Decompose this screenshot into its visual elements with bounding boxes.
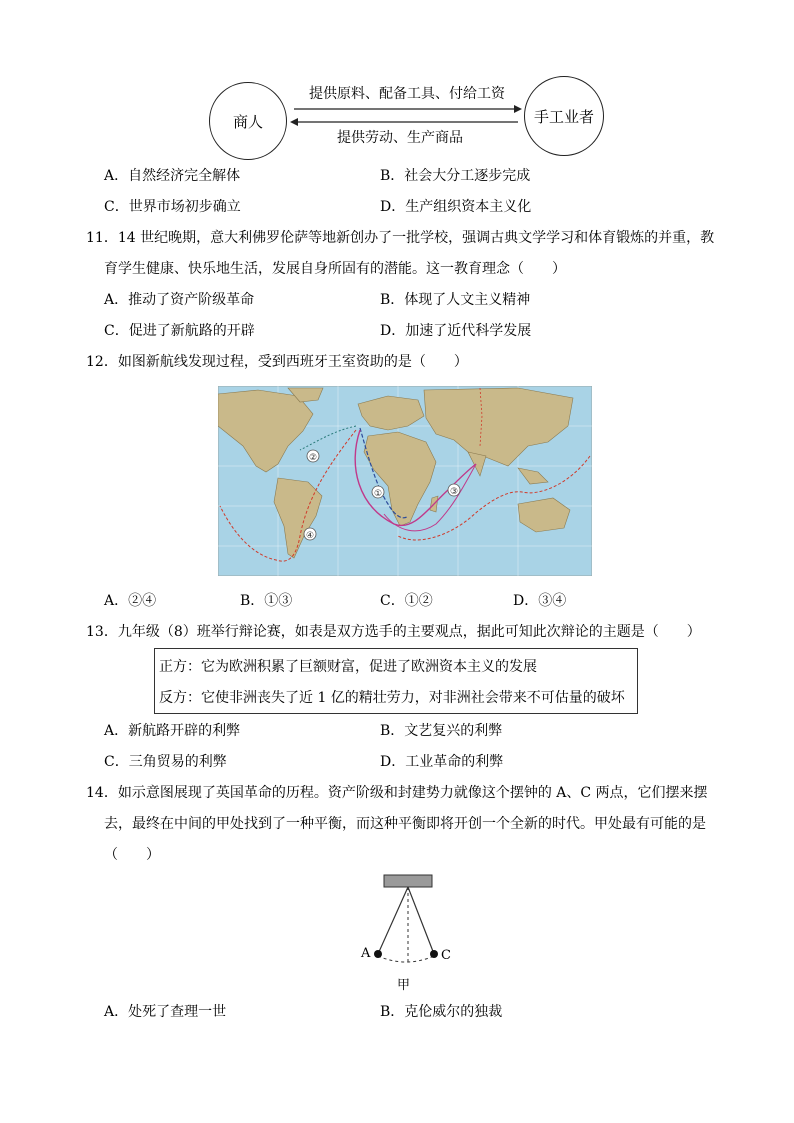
q13-option-c[interactable]: C．三角贸易的利弊 xyxy=(104,754,227,770)
route-mark-2: ② xyxy=(308,453,318,463)
q14-option-b[interactable]: B．克伦威尔的独裁 xyxy=(380,1004,503,1020)
q12-option-b[interactable]: B．①③ xyxy=(240,593,293,609)
q11-option-c[interactable]: C．促进了新航路的开辟 xyxy=(104,323,255,339)
q12-stem: 12．如图新航线发现过程，受到西班牙王室资助的是（ ） xyxy=(86,354,468,370)
q14-option-a[interactable]: A．处死了查理一世 xyxy=(104,1004,227,1020)
q14-stem-line2: 去，最终在中间的甲处找到了一种平衡，而这种平衡即将开创一个全新的时代。甲处最有可能的是 xyxy=(104,816,706,832)
pendulum-point-c: C xyxy=(441,948,451,963)
exchange-arrows xyxy=(288,100,524,130)
pendulum-point-a: A xyxy=(361,946,371,961)
route-mark-1: ① xyxy=(373,489,383,499)
q12-option-a[interactable]: A．②④ xyxy=(104,593,157,609)
route-mark-3: ③ xyxy=(449,487,459,497)
q14-stem-line1: 14．如示意图展现了英国革命的历程。资产阶级和封建势力就像这个摆钟的 A、C 两点，它们摆来摆 xyxy=(86,785,708,801)
q12-option-c[interactable]: C．①② xyxy=(380,593,433,609)
q11-option-d[interactable]: D．加速了近代科学发展 xyxy=(380,323,532,339)
debate-con: 反方：它使非洲丧失了近 1 亿的精壮劳力，对非洲社会带来不可估量的破坏 xyxy=(159,690,625,706)
q10-option-d[interactable]: D．生产组织资本主义化 xyxy=(380,199,532,215)
artisan-node xyxy=(524,76,604,156)
pendulum-point-jia: 甲 xyxy=(397,978,411,993)
q13-option-a[interactable]: A．新航路开辟的利弊 xyxy=(104,723,241,739)
debate-pro: 正方：它为欧洲积累了巨额财富，促进了欧洲资本主义的发展 xyxy=(159,659,537,675)
merchant-node xyxy=(209,82,287,160)
q14-stem-line3: （ ） xyxy=(104,847,160,863)
q13-option-b[interactable]: B．文艺复兴的利弊 xyxy=(380,723,503,739)
merchant-label: 商人 xyxy=(232,112,263,131)
q10-option-c[interactable]: C．世界市场初步确立 xyxy=(104,199,241,215)
debate-table xyxy=(154,648,638,714)
arrow-top-label: 提供原料、配备工具、付给工资 xyxy=(309,86,505,102)
route-mark-4: ④ xyxy=(305,531,315,541)
q12-option-d[interactable]: D．③④ xyxy=(513,593,567,609)
new-routes-map xyxy=(218,386,592,576)
q10-option-a[interactable]: A．自然经济完全解体 xyxy=(104,168,241,184)
artisan-label: 手工业者 xyxy=(533,107,594,126)
q11-option-a[interactable]: A．推动了资产阶级革命 xyxy=(104,292,255,308)
arrow-bottom-label: 提供劳动、生产商品 xyxy=(337,130,463,146)
q13-stem: 13．九年级（8）班举行辩论赛，如表是双方选手的主要观点，据此可知此次辩论的主题是（ ） xyxy=(86,624,701,640)
q11-option-b[interactable]: B．体现了人文主义精神 xyxy=(380,292,531,308)
q13-option-d[interactable]: D．工业革命的利弊 xyxy=(380,754,504,770)
q10-option-b[interactable]: B．社会大分工逐步完成 xyxy=(380,168,531,184)
q11-stem-line1: 11．14 世纪晚期，意大利佛罗伦萨等地新创办了一批学校，强调古典文学学习和体育锻炼的并重，教 xyxy=(86,230,715,246)
q11-stem-line2: 育学生健康、快乐地生活，发展自身所固有的潜能。这一教育理念（ ） xyxy=(104,261,566,277)
